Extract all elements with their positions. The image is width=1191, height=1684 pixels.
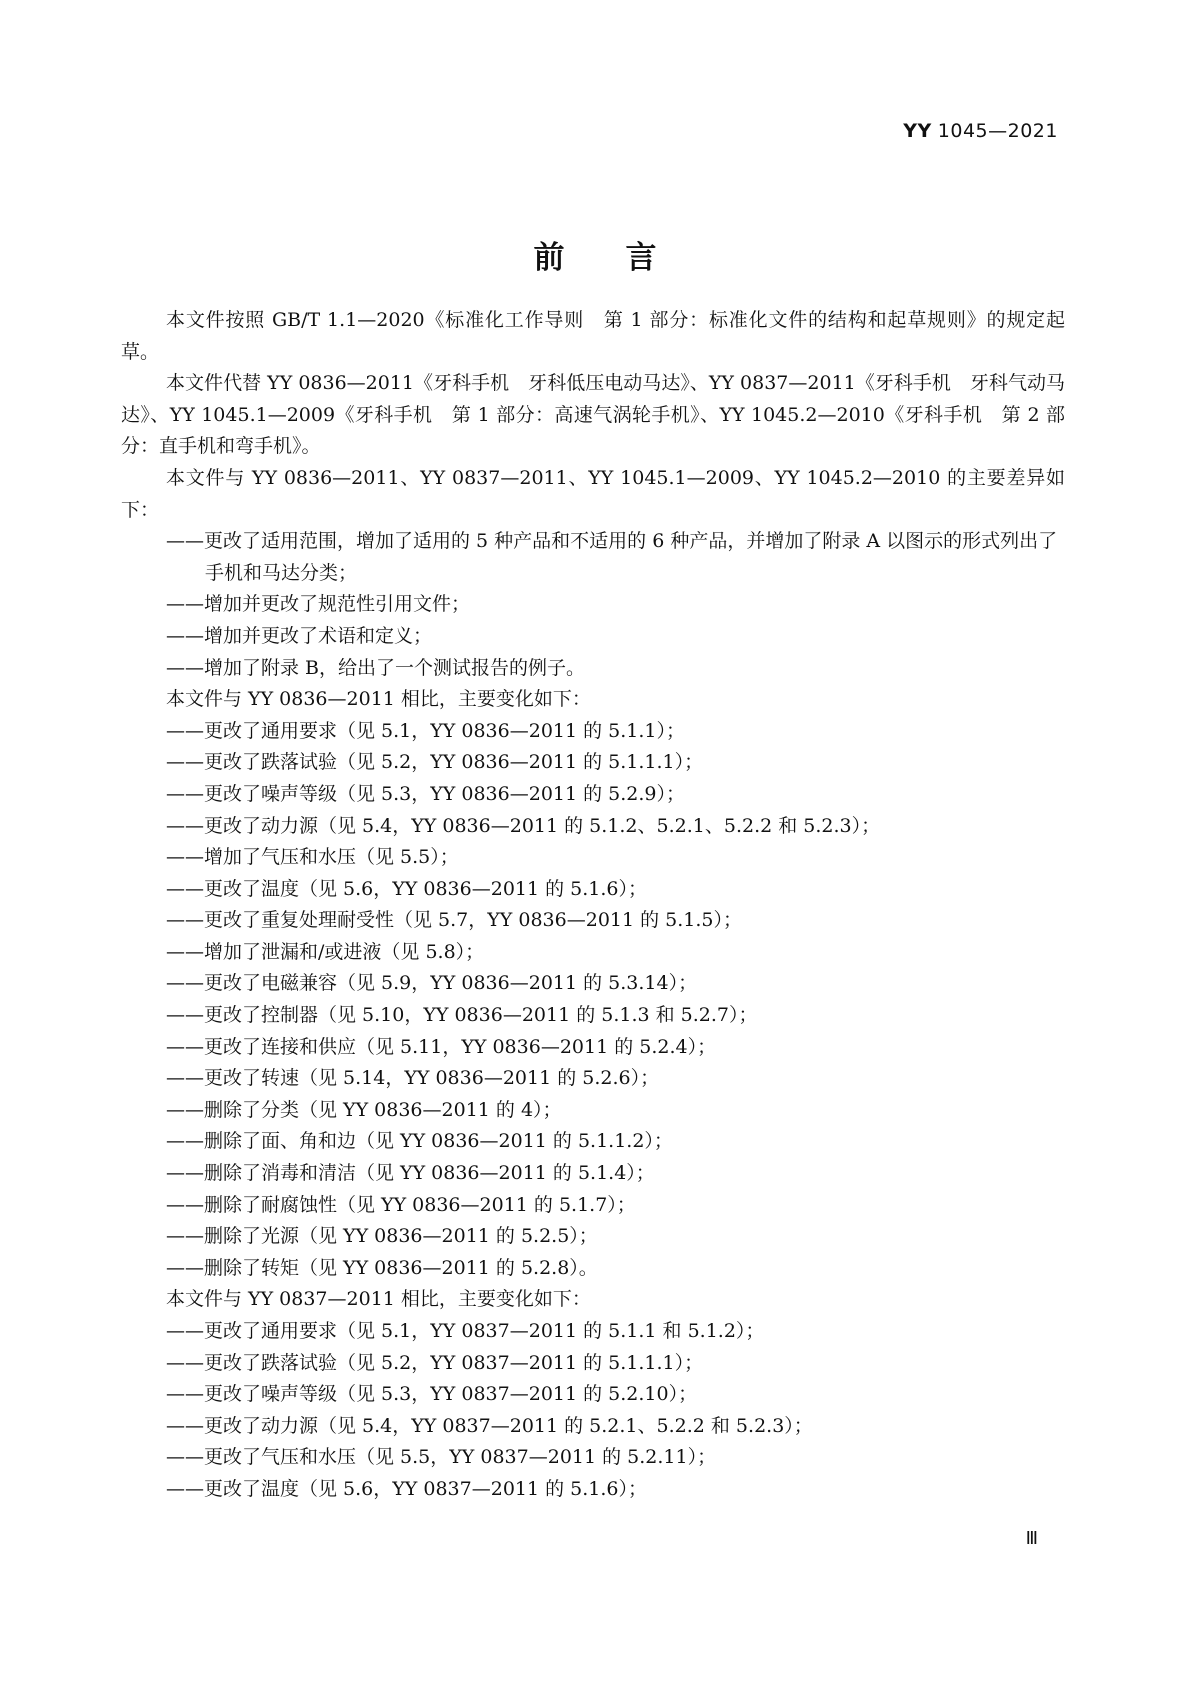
paragraph-changes-0837: 本文件与 YY 0837—2011 相比，主要变化如下： [166,1288,591,1311]
paragraph-changes-0836: 本文件与 YY 0836—2011 相比，主要变化如下： [166,688,591,711]
list-item: ——更改了通用要求（见 5.1，YY 0836—2011 的 5.1.1）； [166,719,686,742]
standard-code [903,120,1058,142]
page-number: Ⅲ [1025,1528,1038,1548]
paragraph-main-differences: 本文件与 YY 0836—2011、YY 0837—2011、YY 1045.1—2009、YY 1045.2—2010 的主要差异如下： [121,466,1065,521]
paragraph-drafting-basis: 本文件按照 GB/T 1.1—2020《标准化工作导则 第 1 部分：标准化文件的结构和起草规则》的规定起草。 [121,309,1065,363]
standard-code-prefix: YY [903,120,932,142]
list-item: ——增加了泄漏和/或进液（见 5.8）； [166,940,485,963]
list-item: ——更改了跌落试验（见 5.2，YY 0837—2011 的 5.1.1.1）； [166,1351,704,1374]
list-item: ——删除了耐腐蚀性（见 YY 0836—2011 的 5.1.7）； [166,1193,636,1216]
page-title [0,232,1191,277]
title-char-1: 前 [533,240,566,276]
list-item: ——更改了温度（见 5.6，YY 0837—2011 的 5.1.6）； [166,1477,648,1500]
list-item: ——删除了光源（见 YY 0836—2011 的 5.2.5）； [166,1225,598,1248]
list-item: ——更改了转速（见 5.14，YY 0836—2011 的 5.2.6）； [166,1067,660,1090]
list-item: ——删除了面、角和边（见 YY 0836—2011 的 5.1.1.2）； [166,1130,673,1153]
list-item: ——增加并更改了术语和定义； [166,624,433,647]
list-item: ——更改了动力源（见 5.4，YY 0836—2011 的 5.1.2、5.2.1、5.2.2 和 5.2.3）； [166,814,881,837]
main-differences-list [121,526,1065,684]
list-item: ——更改了重复处理耐受性（见 5.7，YY 0836—2011 的 5.1.5）； [166,909,743,932]
paragraph-replacement: 本文件代替 YY 0836—2011《牙科手机 牙科低压电动马达》、YY 0837—2011《牙科手机 牙科气动马达》、YY 1045.1—2009《牙科手机 第 1 部分：高速气涡轮手机》、YY 1045.2—2010《牙科手机 第 2 部分：直手机和弯手机》。 [121,372,1065,458]
list-item: ——增加了气压和水压（见 5.5）； [166,846,459,869]
list-item: ——更改了电磁兼容（见 5.9，YY 0836—2011 的 5.3.14）； [166,972,698,995]
changes-0836-list [121,716,1065,1285]
list-item: ——删除了消毒和清洁（见 YY 0836—2011 的 5.1.4）； [166,1162,655,1185]
list-item: ——更改了噪声等级（见 5.3，YY 0837—2011 的 5.2.10）； [166,1383,698,1406]
foreword-body [121,305,1065,1506]
list-item: ——增加了附录 B，给出了一个测试报告的例子。 [166,656,586,679]
title-char-2: 言 [625,240,658,276]
list-item: ——更改了适用范围，增加了适用的 5 种产品和不适用的 6 种产品，并增加了附录 A 以图示的形式列出了手机和马达分类； [166,530,1058,584]
list-item: ——更改了连接和供应（见 5.11，YY 0836—2011 的 5.2.4）； [166,1035,717,1058]
list-item: ——更改了气压和水压（见 5.5，YY 0837—2011 的 5.2.11）； [166,1446,717,1469]
list-item: ——更改了通用要求（见 5.1，YY 0837—2011 的 5.1.1 和 5.1.2）； [166,1320,765,1342]
list-item: ——删除了转矩（见 YY 0836—2011 的 5.2.8）。 [166,1256,598,1279]
list-item: ——删除了分类（见 YY 0836—2011 的 4）； [166,1098,562,1121]
list-item: ——更改了跌落试验（见 5.2，YY 0836—2011 的 5.1.1.1）； [166,751,704,774]
list-item: ——增加并更改了规范性引用文件； [166,593,471,616]
list-item: ——更改了噪声等级（见 5.3，YY 0836—2011 的 5.2.9）； [166,782,686,805]
list-item: ——更改了控制器（见 5.10，YY 0836—2011 的 5.1.3 和 5.2.7）； [166,1004,758,1027]
list-item: ——更改了温度（见 5.6，YY 0836—2011 的 5.1.6）； [166,877,648,900]
list-item: ——更改了动力源（见 5.4，YY 0837—2011 的 5.2.1、5.2.2 和 5.2.3）； [166,1414,813,1437]
changes-0837-list [121,1316,1065,1506]
standard-code-number: 1045—2021 [937,120,1058,142]
